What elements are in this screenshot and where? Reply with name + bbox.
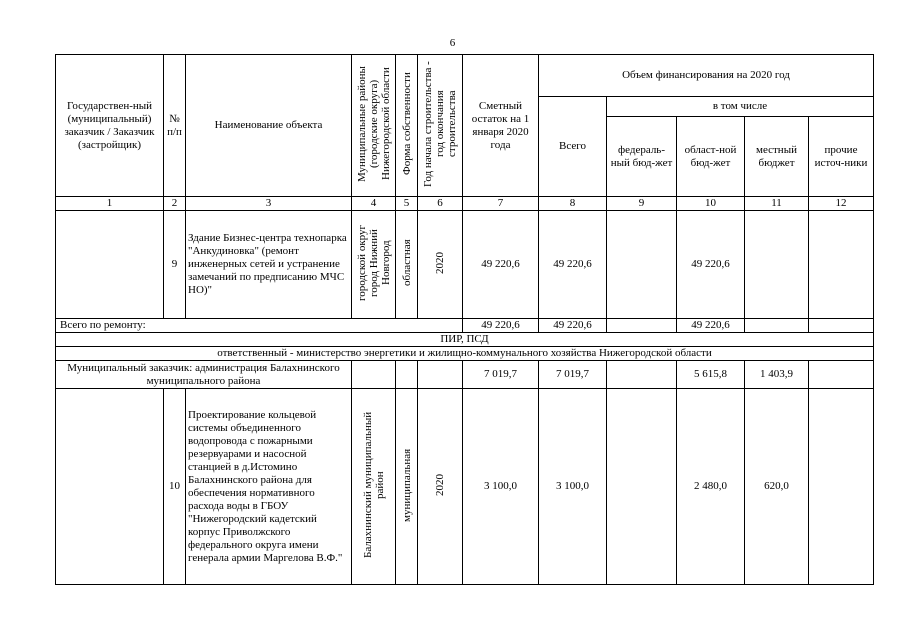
year: 2020 <box>434 473 446 496</box>
col-number: 7 <box>463 197 539 211</box>
total-value: 3 100,0 <box>539 389 607 585</box>
total-value: 49 220,6 <box>539 211 607 319</box>
object-name: Здание Бизнес-центра технопарка "Анкудиновка" (ремонт инженерных сетей и устранение замечаний по предписанию МЧС НО)" <box>186 211 352 319</box>
table-row <box>56 211 874 319</box>
header-other: прочие источ-ники <box>809 117 874 197</box>
header-customer: Государствен-ный (муниципальный) заказчик / Заказчик (застройщик) <box>56 55 164 197</box>
col-number: 5 <box>396 197 418 211</box>
responsible-line: ответственный - министерство энергетики и жилищно-коммунального хозяйства Нижегородской области <box>56 347 874 361</box>
header-num: № п/п <box>164 55 186 197</box>
header-federal: федераль-ный бюд-жет <box>607 117 677 197</box>
ownership: областная <box>400 239 413 286</box>
header-financing: Объем финансирования на 2020 год <box>539 55 874 97</box>
page-number: 6 <box>449 37 456 49</box>
local-value: 620,0 <box>745 389 809 585</box>
header-districts: Муниципальные районы (городские округа) Нижегородской области <box>355 65 392 182</box>
col-number: 1 <box>56 197 164 211</box>
header-years: Год начала строительства - год окончания строительства <box>422 60 458 187</box>
repair-total-label: Всего по ремонту: <box>56 319 463 333</box>
local-value: 1 403,9 <box>745 361 809 389</box>
column-number-row <box>56 197 874 211</box>
section-title: ПИР, ПСД <box>56 333 874 347</box>
header-ownership: Форма собственности <box>400 72 413 175</box>
district: Балахнинский муниципальный район <box>361 411 386 558</box>
year: 2020 <box>434 251 446 274</box>
total-value: 49 220,6 <box>539 319 607 333</box>
row-number: 9 <box>164 211 186 319</box>
col-number: 3 <box>186 197 352 211</box>
header-regional: област-ной бюд-жет <box>677 117 745 197</box>
col-number: 8 <box>539 197 607 211</box>
row-number: 10 <box>164 389 186 585</box>
regional-value: 49 220,6 <box>677 319 745 333</box>
ownership: муниципальная <box>400 447 413 522</box>
col-number: 4 <box>352 197 396 211</box>
total-value: 7 019,7 <box>539 361 607 389</box>
regional-value: 49 220,6 <box>677 211 745 319</box>
table-row <box>56 389 874 585</box>
header-total: Всего <box>539 97 607 197</box>
district: городской округ город Нижний Новгород <box>355 224 392 301</box>
col-number: 6 <box>418 197 463 211</box>
estimate-value: 3 100,0 <box>463 389 539 585</box>
header-object-name: Наименование объекта <box>186 55 352 197</box>
header-local: местный бюджет <box>745 117 809 197</box>
object-name: Проектирование кольцевой системы объединенного водопровода с пожарными резервуарами и насосной станцией в д.Истомино Балахнинского района для обеспечения нормативного расхода воды в ГБОУ "Нижегородский кадетский корпус Приволжского федерального округа имени генерала армии Маргелова В.Ф." <box>186 389 352 585</box>
header-estimate: Сметный остаток на 1 января 2020 года <box>463 55 539 197</box>
regional-value: 5 615,8 <box>677 361 745 389</box>
col-number: 12 <box>809 197 874 211</box>
col-number: 10 <box>677 197 745 211</box>
header-including: в том числе <box>607 97 874 117</box>
col-number: 11 <box>745 197 809 211</box>
col-number: 9 <box>607 197 677 211</box>
col-number: 2 <box>164 197 186 211</box>
customer-row <box>56 361 874 389</box>
estimate-value: 49 220,6 <box>463 319 539 333</box>
customer-label: Муниципальный заказчик: администрация Балахнинского муниципального района <box>56 361 352 389</box>
estimate-value: 49 220,6 <box>463 211 539 319</box>
regional-value: 2 480,0 <box>677 389 745 585</box>
estimate-value: 7 019,7 <box>463 361 539 389</box>
financing-table <box>55 54 874 585</box>
repair-total-row <box>56 319 874 333</box>
